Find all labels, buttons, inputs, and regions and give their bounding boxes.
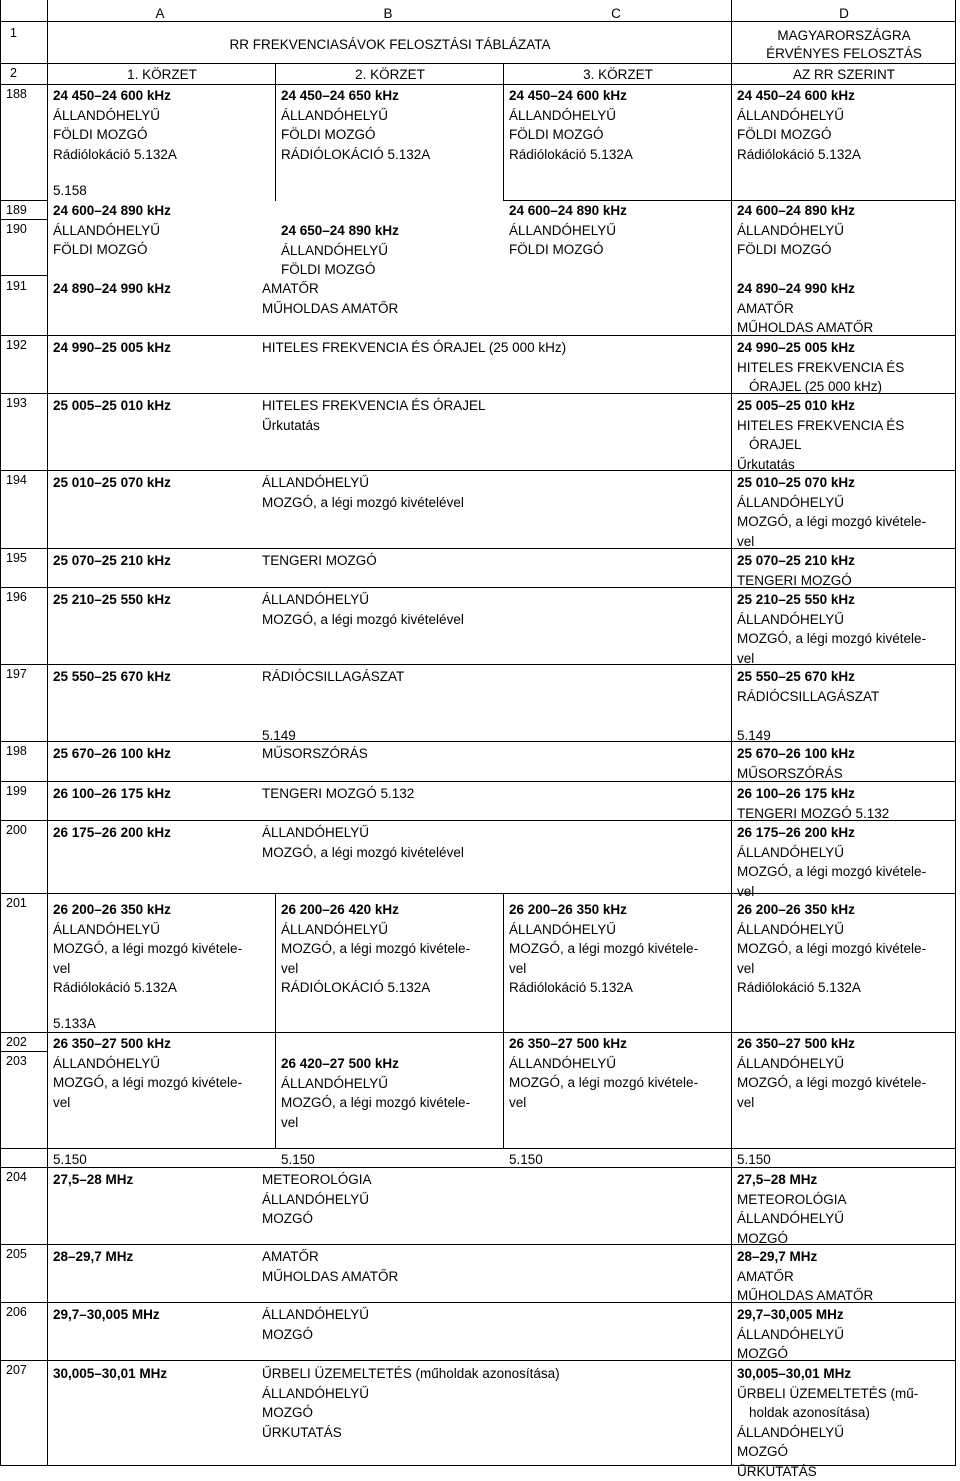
alloc-192: HITELES FREKVENCIA ÉS ÓRAJEL (25 000 kHz) bbox=[262, 340, 567, 355]
footnote-5-158: 5.158 bbox=[53, 183, 87, 198]
band-194: 25 010–25 070 kHz bbox=[53, 475, 171, 490]
row-number: 198 bbox=[6, 744, 27, 758]
band-193: 25 005–25 010 kHz bbox=[53, 398, 171, 413]
cell-189-hungary: 24 600–24 890 kHz ÁLLANDÓHELYŰ FÖLDI MOZGÓ bbox=[737, 203, 855, 257]
alloc-200: ÁLLANDÓHELYŰ MOZGÓ, a légi mozgó kivételével bbox=[262, 825, 464, 860]
band-204: 27,5–28 MHz bbox=[53, 1172, 134, 1187]
row-number-1: 1 bbox=[10, 26, 17, 40]
hungary-205: 28–29,7 MHz AMATŐR MŰHOLDAS AMATŐR bbox=[737, 1249, 874, 1303]
band-197: 25 550–25 670 kHz bbox=[53, 669, 171, 684]
row-number: 193 bbox=[6, 396, 27, 410]
hungary-191: 24 890–24 990 kHz AMATŐR MŰHOLDAS AMATŐR bbox=[737, 281, 874, 335]
region-3-header: 3. KÖRZET bbox=[583, 67, 653, 82]
row-number: 205 bbox=[6, 1247, 27, 1261]
band-205: 28–29,7 MHz bbox=[53, 1249, 134, 1264]
cell-189-region1: 24 600–24 890 kHz ÁLLANDÓHELYŰ FÖLDI MOZGÓ bbox=[53, 203, 171, 257]
col-letter-d: D bbox=[839, 6, 849, 21]
alloc-197: RÁDIÓCSILLAGÁSZAT 5.149 bbox=[262, 669, 405, 743]
footnote-5-133a: 5.133A bbox=[53, 1016, 96, 1031]
cell-202-region3: 26 350–27 500 kHz ÁLLANDÓHELYŰ MOZGÓ, a légi mozgó kivétele- vel bbox=[509, 1036, 699, 1110]
cell-189-region3: 24 600–24 890 kHz ÁLLANDÓHELYŰ FÖLDI MOZGÓ bbox=[509, 203, 627, 257]
footnote-5-150: 5.150 bbox=[509, 1152, 543, 1167]
alloc-206: ÁLLANDÓHELYŰ MOZGÓ bbox=[262, 1307, 370, 1342]
hungary-204: 27,5–28 MHz METEOROLÓGIA ÁLLANDÓHELYŰ MOZGÓ bbox=[737, 1172, 847, 1246]
region-2-header: 2. KÖRZET bbox=[355, 67, 425, 82]
row-number: 202 bbox=[6, 1035, 27, 1049]
band-199: 26 100–26 175 kHz bbox=[53, 786, 171, 801]
footnote-5-150: 5.150 bbox=[281, 1152, 315, 1167]
hungary-196: 25 210–25 550 kHz ÁLLANDÓHELYŰ MOZGÓ, a légi mozgó kivétele- vel bbox=[737, 592, 927, 666]
cell-188-region2: 24 450–24 650 kHz ÁLLANDÓHELYŰ FÖLDI MOZGÓ RÁDIÓLOKÁCIÓ 5.132A bbox=[281, 88, 431, 162]
table-title: RR FREKVENCIASÁVOK FELOSZTÁSI TÁBLÁZATA bbox=[229, 37, 551, 52]
row-number: 200 bbox=[6, 823, 27, 837]
cell-201-hungary: 26 200–26 350 kHz ÁLLANDÓHELYŰ MOZGÓ, a légi mozgó kivétele- vel Rádiólokáció 5.132A bbox=[737, 902, 927, 995]
row-number: 196 bbox=[6, 590, 27, 604]
band-196: 25 210–25 550 kHz bbox=[53, 592, 171, 607]
band-191: 24 890–24 990 kHz bbox=[53, 281, 171, 296]
hungary-title-line1: MAGYARORSZÁGRA bbox=[777, 28, 911, 43]
col-letter-a: A bbox=[155, 6, 165, 21]
row-number: 195 bbox=[6, 551, 27, 565]
hungary-195: 25 070–25 210 kHz TENGERI MOZGÓ bbox=[737, 553, 855, 588]
row-number: 201 bbox=[6, 896, 27, 910]
alloc-191: AMATŐR MŰHOLDAS AMATŐR bbox=[262, 281, 399, 316]
hungary-193: 25 005–25 010 kHz HITELES FREKVENCIA ÉS ÓRAJEL Űrkutatás bbox=[737, 398, 905, 472]
cell-202-region1: 26 350–27 500 kHz ÁLLANDÓHELYŰ MOZGÓ, a légi mozgó kivétele- vel bbox=[53, 1036, 243, 1110]
row-number: 188 bbox=[6, 87, 27, 101]
hungary-198: 25 670–26 100 kHz MŰSORSZÓRÁS bbox=[737, 746, 855, 781]
row-number: 192 bbox=[6, 338, 27, 352]
row-number: 191 bbox=[6, 279, 27, 293]
cell-188-hungary: 24 450–24 600 kHz ÁLLANDÓHELYŰ FÖLDI MOZGÓ Rádiólokáció 5.132A bbox=[737, 88, 861, 162]
row-number: 207 bbox=[6, 1363, 27, 1377]
cell-188-region3: 24 450–24 600 kHz ÁLLANDÓHELYŰ FÖLDI MOZGÓ Rádiólokáció 5.132A bbox=[509, 88, 633, 162]
hungary-207: 30,005–30,01 MHz ŰRBELI ÜZEMELTETÉS (mű- holdak azonosítása) ÁLLANDÓHELYŰ MOZGÓ ŰRKUTATÁS bbox=[737, 1366, 919, 1479]
hungary-206: 29,7–30,005 MHz ÁLLANDÓHELYŰ MOZGÓ bbox=[737, 1307, 845, 1361]
region-1-header: 1. KÖRZET bbox=[127, 67, 197, 82]
cell-202-region2: 26 420–27 500 kHz ÁLLANDÓHELYŰ MOZGÓ, a légi mozgó kivétele- vel bbox=[281, 1056, 471, 1130]
band-198: 25 670–26 100 kHz bbox=[53, 746, 171, 761]
alloc-196: ÁLLANDÓHELYŰ MOZGÓ, a légi mozgó kivételével bbox=[262, 592, 464, 627]
alloc-205: AMATŐR MŰHOLDAS AMATŐR bbox=[262, 1249, 399, 1284]
row-number: 204 bbox=[6, 1170, 27, 1184]
cell-189-region2: 24 650–24 890 kHz ÁLLANDÓHELYŰ FÖLDI MOZGÓ bbox=[281, 223, 399, 277]
row-number: 203 bbox=[6, 1054, 27, 1068]
cell-201-region2: 26 200–26 420 kHz ÁLLANDÓHELYŰ MOZGÓ, a légi mozgó kivétele- vel RÁDIÓLOKÁCIÓ 5.132A bbox=[281, 902, 471, 995]
band-207: 30,005–30,01 MHz bbox=[53, 1366, 168, 1381]
alloc-193: HITELES FREKVENCIA ÉS ÓRAJEL Űrkutatás bbox=[262, 398, 486, 433]
hungary-199: 26 100–26 175 kHz TENGERI MOZGÓ 5.132 bbox=[737, 786, 890, 821]
row-number-2: 2 bbox=[10, 66, 17, 80]
band-200: 26 175–26 200 kHz bbox=[53, 825, 171, 840]
row-number: 199 bbox=[6, 784, 27, 798]
band-206: 29,7–30,005 MHz bbox=[53, 1307, 160, 1322]
col-letter-c: C bbox=[611, 6, 621, 21]
row-number: 190 bbox=[6, 222, 27, 236]
hungary-194: 25 010–25 070 kHz ÁLLANDÓHELYŰ MOZGÓ, a légi mozgó kivétele- vel bbox=[737, 475, 927, 549]
cell-201-region1: 26 200–26 350 kHz ÁLLANDÓHELYŰ MOZGÓ, a légi mozgó kivétele- vel Rádiólokáció 5.132A bbox=[53, 902, 243, 995]
alloc-194: ÁLLANDÓHELYŰ MOZGÓ, a légi mozgó kivételével bbox=[262, 475, 464, 510]
row-number: 194 bbox=[6, 473, 27, 487]
row-number: 206 bbox=[6, 1305, 27, 1319]
hungary-title-line2: ÉRVÉNYES FELOSZTÁS bbox=[766, 46, 922, 61]
alloc-195: TENGERI MOZGÓ bbox=[262, 553, 377, 568]
alloc-198: MŰSORSZÓRÁS bbox=[262, 746, 368, 761]
alloc-204: METEOROLÓGIA ÁLLANDÓHELYŰ MOZGÓ bbox=[262, 1172, 372, 1226]
footnote-5-150: 5.150 bbox=[737, 1152, 771, 1167]
cell-201-region3: 26 200–26 350 kHz ÁLLANDÓHELYŰ MOZGÓ, a légi mozgó kivétele- vel Rádiólokáció 5.132A bbox=[509, 902, 699, 995]
col-letter-b: B bbox=[383, 6, 393, 21]
row-number: 197 bbox=[6, 667, 27, 681]
band-192: 24 990–25 005 kHz bbox=[53, 340, 171, 355]
hungary-rr-header: AZ RR SZERINT bbox=[792, 67, 895, 82]
band-195: 25 070–25 210 kHz bbox=[53, 553, 171, 568]
hungary-200: 26 175–26 200 kHz ÁLLANDÓHELYŰ MOZGÓ, a légi mozgó kivétele- vel bbox=[737, 825, 927, 899]
cell-188-region1: 24 450–24 600 kHz ÁLLANDÓHELYŰ FÖLDI MOZGÓ Rádiólokáció 5.132A bbox=[53, 88, 177, 162]
alloc-199: TENGERI MOZGÓ 5.132 bbox=[262, 786, 415, 801]
hungary-197: 25 550–25 670 kHz RÁDIÓCSILLAGÁSZAT 5.149 bbox=[737, 669, 880, 743]
hungary-192: 24 990–25 005 kHz HITELES FREKVENCIA ÉS ÓRAJEL (25 000 kHz) bbox=[737, 340, 905, 394]
cell-202-hungary: 26 350–27 500 kHz ÁLLANDÓHELYŰ MOZGÓ, a légi mozgó kivétele- vel bbox=[737, 1036, 927, 1110]
footnote-5-150: 5.150 bbox=[53, 1152, 87, 1167]
row-number: 189 bbox=[6, 203, 27, 217]
alloc-207: ŰRBELI ÜZEMELTETÉS (műholdak azonosítása) ÁLLANDÓHELYŰ MOZGÓ ŰRKUTATÁS bbox=[262, 1366, 560, 1440]
